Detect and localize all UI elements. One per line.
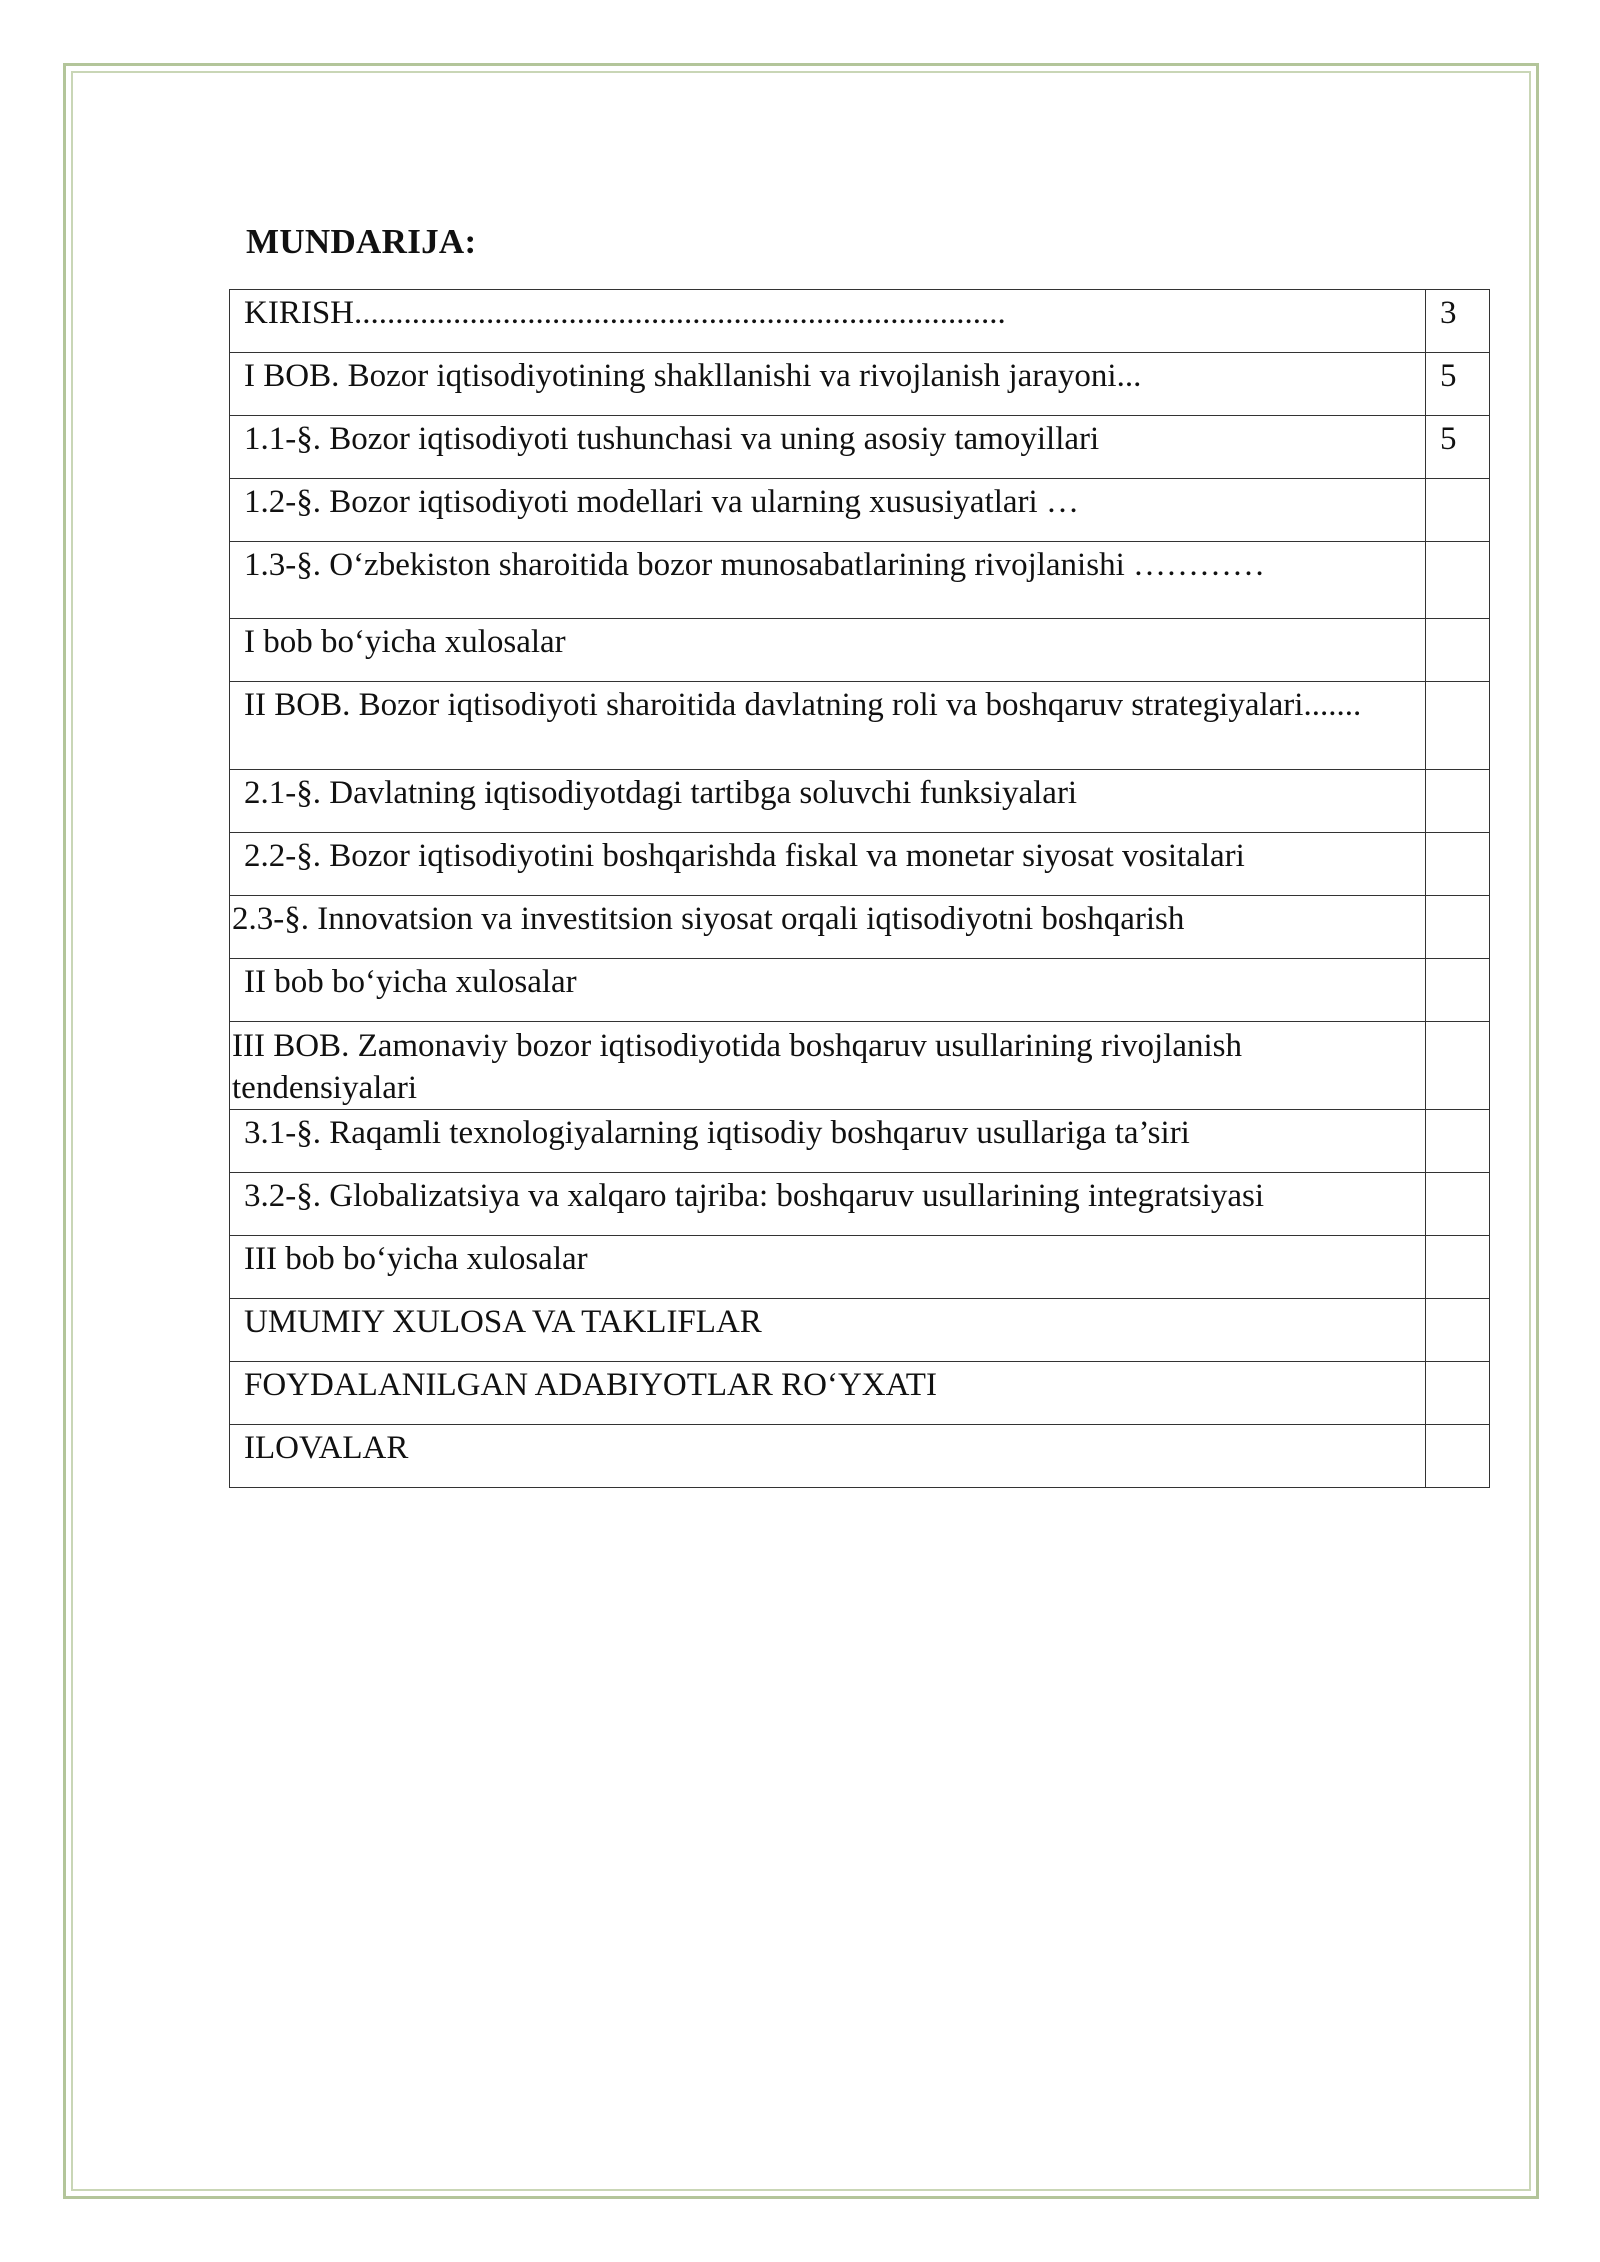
toc-entry-title[interactable]: 1.2-§. Bozor iqtisodiyoti modellari va ularning xususiyatlari … [230,479,1426,542]
toc-row-chapter-3 [230,1022,1490,1110]
toc-row-appendices [230,1425,1490,1488]
toc-entry-title[interactable]: I BOB. Bozor iqtisodiyotining shakllanishi va rivojlanish jarayoni... [230,353,1426,416]
toc-entry-title[interactable]: I bob bo‘yicha xulosalar [230,619,1426,682]
toc-entry-title[interactable]: FOYDALANILGAN ADABIYOTLAR RO‘YXATI [230,1362,1426,1425]
toc-row-chapter-1-summary [230,619,1490,682]
toc-entry-title[interactable]: 2.1-§. Davlatning iqtisodiyotdagi tartibga soluvchi funksiyalari [230,770,1426,833]
table-of-contents [229,289,1490,1488]
toc-row-section-3-1 [230,1110,1490,1173]
toc-row-section-1-3 [230,542,1490,619]
toc-entry-page [1426,1110,1490,1173]
toc-row-conclusion [230,1299,1490,1362]
toc-row-bibliography [230,1362,1490,1425]
toc-entry-page [1426,1425,1490,1488]
toc-row-chapter-1 [230,353,1490,416]
toc-entry-page [1426,619,1490,682]
toc-row-section-3-2 [230,1173,1490,1236]
toc-entry-page [1426,479,1490,542]
toc-entry-title[interactable]: 1.3-§. O‘zbekiston sharoitida bozor munosabatlarining rivojlanishi ………… [230,542,1426,619]
toc-entry-page [1426,959,1490,1022]
toc-entry-page [1426,1022,1490,1110]
toc-row-section-1-1 [230,416,1490,479]
toc-entry-page [1426,542,1490,619]
toc-entry-page: 5 [1426,416,1490,479]
toc-entry-page: 5 [1426,353,1490,416]
toc-entry-page [1426,682,1490,770]
toc-entry-title[interactable]: 2.3-§. Innovatsion va investitsion siyosat orqali iqtisodiyotni boshqarish [230,896,1426,959]
toc-entry-page [1426,896,1490,959]
toc-row-section-2-1 [230,770,1490,833]
toc-entry-title[interactable]: 1.1-§. Bozor iqtisodiyoti tushunchasi va uning asosiy tamoyillari [230,416,1426,479]
toc-entry-page [1426,833,1490,896]
toc-row-chapter-3-summary [230,1236,1490,1299]
toc-row-section-2-3 [230,896,1490,959]
toc-entry-title[interactable]: 3.2-§. Globalizatsiya va xalqaro tajriba: boshqaruv usullarining integratsiyasi [230,1173,1426,1236]
toc-row-section-2-2 [230,833,1490,896]
toc-entry-title[interactable]: II BOB. Bozor iqtisodiyoti sharoitida davlatning roli va boshqaruv strategiyalari....... [230,682,1426,770]
toc-row-kirish [230,290,1490,353]
toc-entry-page [1426,1236,1490,1299]
toc-entry-title[interactable]: ILOVALAR [230,1425,1426,1488]
toc-heading: MUNDARIJA: [246,222,477,261]
toc-row-section-1-2 [230,479,1490,542]
toc-row-chapter-2-summary [230,959,1490,1022]
toc-row-chapter-2 [230,682,1490,770]
toc-entry-page [1426,1173,1490,1236]
toc-entry-page [1426,1299,1490,1362]
toc-entry-title[interactable]: II bob bo‘yicha xulosalar [230,959,1426,1022]
toc-entry-title[interactable]: 3.1-§. Raqamli texnologiyalarning iqtisodiy boshqaruv usullariga ta’siri [230,1110,1426,1173]
toc-entry-title[interactable]: 2.2-§. Bozor iqtisodiyotini boshqarishda fiskal va monetar siyosat vositalari [230,833,1426,896]
toc-entry-title[interactable]: III BOB. Zamonaviy bozor iqtisodiyotida boshqaruv usullarining rivojlanish tendensiyalari [230,1022,1426,1110]
toc-entry-title[interactable]: KIRISH............................................................................... [230,290,1426,353]
toc-entry-title[interactable]: III bob bo‘yicha xulosalar [230,1236,1426,1299]
toc-entry-page [1426,1362,1490,1425]
toc-entry-page [1426,770,1490,833]
toc-entry-title[interactable]: UMUMIY XULOSA VA TAKLIFLAR [230,1299,1426,1362]
toc-entry-page: 3 [1426,290,1490,353]
